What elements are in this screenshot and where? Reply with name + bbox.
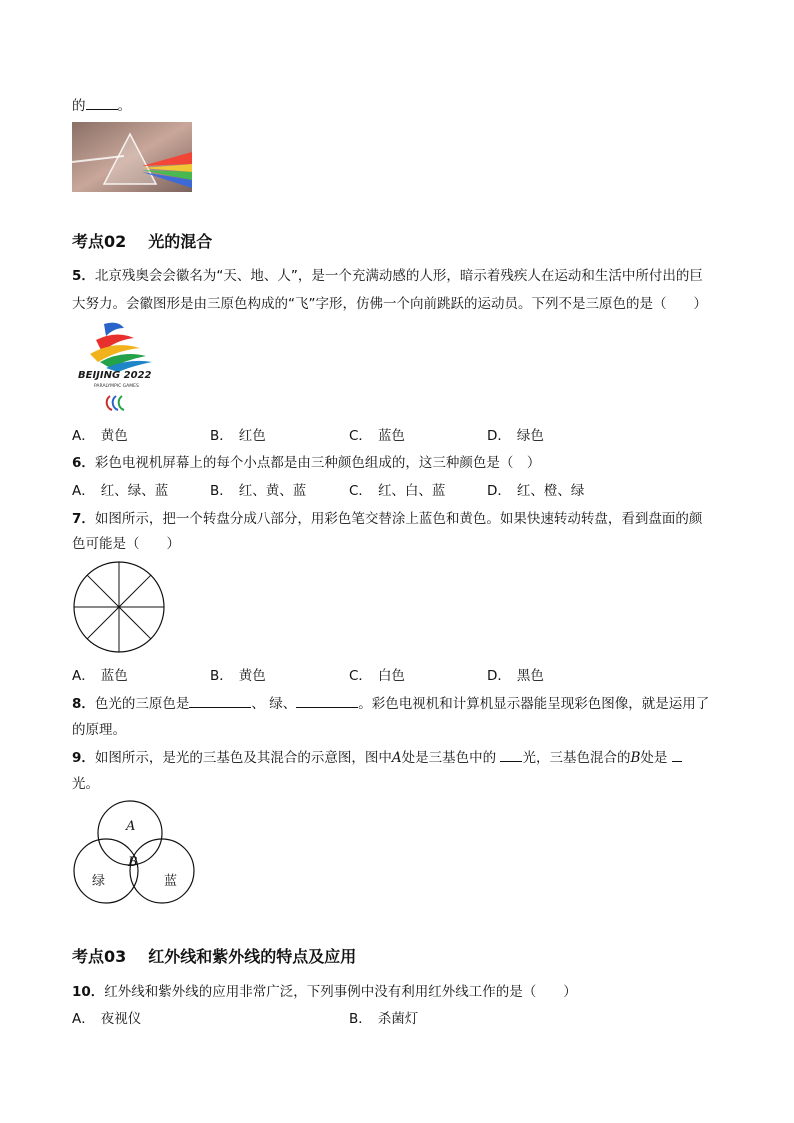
- option-a[interactable]: A． 蓝色: [72, 668, 128, 684]
- venn-label-b: B: [128, 855, 138, 870]
- answer-blank[interactable]: [189, 695, 251, 708]
- question-7-line2: [72, 532, 180, 552]
- question-number: 7．: [72, 511, 95, 527]
- question-text: 。彩色电视机和计算机显示器能呈现彩色图像，就是运用了: [358, 696, 710, 712]
- section-title: 光的混合: [148, 232, 213, 251]
- option-c[interactable]: C． 蓝色: [349, 428, 405, 444]
- logo-title-text: BEIJING 2022: [78, 370, 152, 381]
- question-text: 处是: [640, 750, 672, 766]
- option-a[interactable]: A． 黄色: [72, 428, 128, 444]
- question-text: 彩色电视机屏幕上的每个小点都是由三种颜色组成的，这三种颜色是（ ）: [94, 455, 541, 471]
- option-d[interactable]: D． 绿色: [487, 428, 544, 444]
- option-b[interactable]: B． 红色: [210, 428, 266, 444]
- question-text: 的原理。: [72, 722, 126, 738]
- question-9-line2: [72, 772, 99, 792]
- question-text: 如图所示，把一个转盘分成八部分，用彩色笔交替涂上蓝色和黄色。如果快速转动转盘，看到盘面的颜: [94, 511, 703, 527]
- question-text: 光，三基色混合的: [522, 750, 631, 766]
- question-9-line1: [72, 746, 682, 766]
- option-b[interactable]: B． 黄色: [210, 668, 266, 684]
- question-number: 5．: [72, 268, 95, 284]
- section-heading-02: [72, 229, 212, 252]
- fragment-prefix: 的: [72, 98, 86, 114]
- variable-b: B: [630, 750, 641, 766]
- answer-blank[interactable]: [500, 749, 522, 762]
- prism-photo: [72, 122, 192, 192]
- question-number: 8．: [72, 696, 95, 712]
- question-text: 、 绿、: [251, 696, 297, 712]
- section-heading-03: [72, 944, 356, 967]
- variable-a: A: [391, 750, 402, 766]
- question-text: 光。: [72, 776, 99, 792]
- question-6: [72, 451, 540, 471]
- question-8-line2: [72, 718, 126, 738]
- section-title: 红外线和紫外线的特点及应用: [148, 947, 357, 966]
- question-number: 6．: [72, 455, 95, 471]
- question-text: 色可能是（ ）: [72, 536, 180, 552]
- section-code: 考点03: [72, 947, 127, 966]
- venn-label-green: 绿: [92, 874, 106, 889]
- turntable-diagram: [72, 560, 168, 654]
- question-number: 9．: [72, 750, 95, 766]
- answer-blank[interactable]: [296, 695, 358, 708]
- section-code: 考点02: [72, 232, 127, 251]
- question-text: 北京残奥会会徽名为“天、地、人”，是一个充满动感的人形，暗示着残疾人在运动和生活中所付出的巨: [94, 268, 703, 284]
- fragment-suffix: 。: [117, 98, 131, 114]
- logo-emblem: [76, 318, 164, 414]
- paralympic-logo: [76, 318, 164, 414]
- question-text: 红外线和紫外线的应用非常广泛，下列事例中没有利用红外线工作的是（ ）: [104, 984, 577, 1000]
- option-c[interactable]: C． 白色: [349, 668, 405, 684]
- question-text: 如图所示，是光的三基色及其混合的示意图，图中: [94, 750, 392, 766]
- option-b[interactable]: B． 红、黄、蓝: [210, 483, 307, 499]
- answer-line-fragment: [72, 94, 131, 114]
- venn-circle-green: [74, 839, 138, 903]
- venn-circle-blue: [130, 839, 194, 903]
- option-d[interactable]: D． 红、橙、绿: [487, 483, 585, 499]
- option-b[interactable]: B． 杀菌灯: [349, 1011, 419, 1027]
- question-text: 色光的三原色是: [94, 696, 190, 712]
- question-7-line1: [72, 507, 702, 527]
- question-5-line1: [72, 264, 703, 284]
- answer-blank[interactable]: [672, 749, 682, 762]
- option-c[interactable]: C． 红、白、蓝: [349, 483, 446, 499]
- prism-image: [72, 122, 192, 192]
- option-a[interactable]: A． 红、绿、蓝: [72, 483, 169, 499]
- option-d[interactable]: D． 黑色: [487, 668, 544, 684]
- venn-label-a: A: [126, 819, 136, 834]
- question-8-line1: [72, 692, 709, 712]
- question-text: 处是三基色中的: [401, 750, 501, 766]
- color-mixing-venn-diagram: [72, 799, 198, 907]
- question-5-line2: [72, 292, 707, 312]
- question-text: 大努力。会徽图形是由三原色构成的“飞”字形，仿佛一个向前跳跃的运动员。下列不是三原色的是（ ）: [72, 296, 707, 312]
- logo-subtitle-text: PARALYMPIC GAMES: [94, 384, 139, 389]
- venn-label-blue: 蓝: [164, 874, 178, 889]
- question-number: 10．: [72, 984, 105, 1000]
- answer-blank[interactable]: [86, 97, 118, 110]
- question-10: [72, 980, 577, 1000]
- option-a[interactable]: A． 夜视仪: [72, 1011, 142, 1027]
